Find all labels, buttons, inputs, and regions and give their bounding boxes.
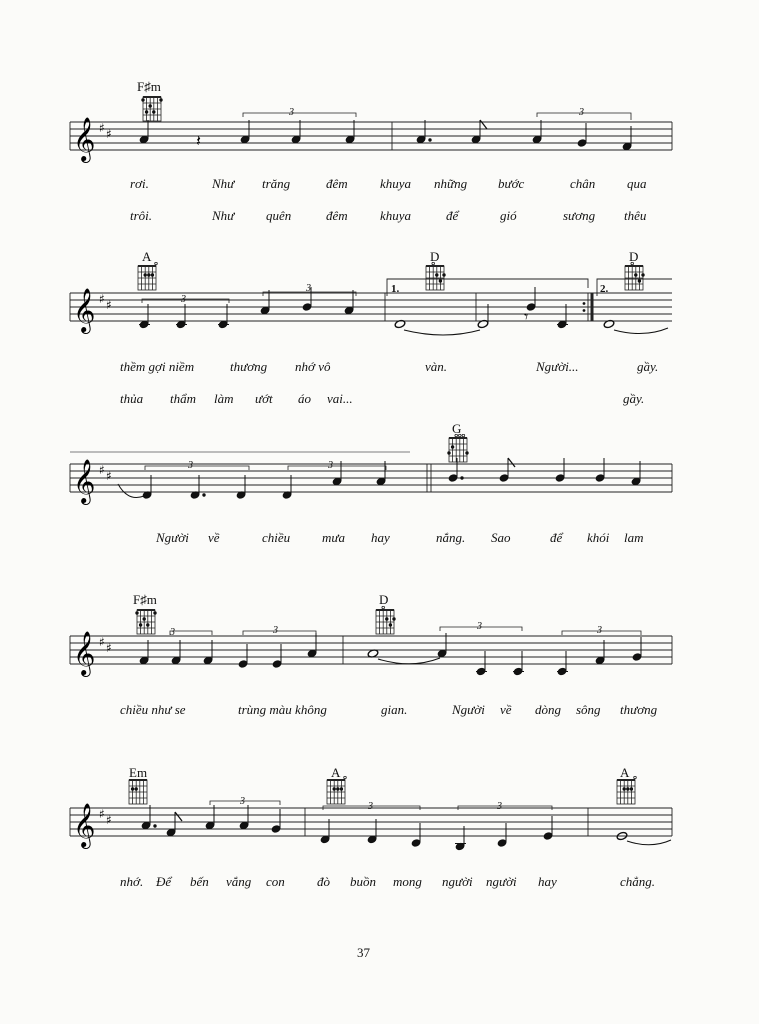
lyric-syllable: qua (627, 176, 647, 191)
lyric-syllable: người (486, 874, 517, 889)
lyric-syllable: nắng. (436, 530, 466, 545)
music-staff (0, 276, 759, 340)
lyric-syllable: đêm (326, 208, 348, 223)
lyric-syllable: chân (570, 176, 596, 191)
music-staff (0, 444, 759, 508)
svg-text:♯: ♯ (106, 127, 112, 141)
triplet-mark: 3 (497, 801, 502, 812)
lyric-syllable: Như (212, 208, 235, 223)
lyric-syllable: chiều như se (120, 702, 186, 717)
lyric-syllable: gió (500, 208, 517, 223)
triplet-mark: 3 (240, 796, 245, 807)
lyric-syllable: chiều (262, 530, 291, 545)
svg-text:♯: ♯ (99, 635, 105, 649)
lyric-syllable: nhớ vô (295, 359, 331, 374)
lyric-syllable: trôi. (130, 208, 153, 223)
chord-symbol: D (379, 592, 389, 607)
svg-text:♯: ♯ (106, 641, 112, 655)
lyric-syllable: khói (587, 530, 610, 545)
lyric-syllable: gầy. (623, 391, 645, 406)
lyric-syllable: con (266, 874, 285, 889)
lyric-syllable: dòng (535, 702, 561, 717)
lyric-syllable: về (500, 702, 512, 717)
lyric-syllable: trăng (262, 176, 291, 191)
lyric-syllable: thương (230, 359, 268, 374)
lyric-syllable: những (434, 176, 468, 191)
lyric-syllable: sương (563, 208, 596, 223)
lyric-syllable: bước (498, 176, 525, 191)
lyric-syllable: bến (190, 874, 209, 889)
volta-bracket-label: 1. (391, 283, 400, 295)
triplet-mark: 3 (289, 107, 294, 118)
lyric-syllable: sông (576, 702, 601, 717)
lyric-syllable: gầy. (637, 359, 659, 374)
svg-text:𝄽: 𝄽 (196, 131, 201, 150)
triplet-mark: 3 (328, 460, 333, 471)
lyric-syllable: khuya (380, 176, 412, 191)
music-staff (0, 616, 759, 680)
lyric-syllable: Người (452, 702, 485, 717)
lyric-syllable: người (442, 874, 473, 889)
lyric-syllable: vắng (226, 874, 252, 889)
triplet-mark: 3 (579, 107, 584, 118)
svg-text:♯: ♯ (106, 813, 112, 827)
triplet-mark: 3 (306, 283, 311, 294)
lyric-syllable: áo (298, 391, 311, 406)
svg-text:𝄞: 𝄞 (73, 288, 96, 332)
lyric-syllable: Sao (491, 530, 511, 545)
svg-text:𝄾: 𝄾 (524, 307, 529, 326)
svg-text:𝄞: 𝄞 (73, 117, 96, 161)
lyric-syllable: để (550, 530, 563, 545)
lyric-syllable: thềm gợi niềm (120, 359, 195, 374)
lyric-syllable: nhớ. (120, 874, 144, 889)
chord-symbol: D (629, 249, 639, 264)
lyric-syllable: buồn (350, 874, 376, 889)
chord-symbol: D (430, 249, 440, 264)
lyric-syllable: mong (393, 874, 422, 889)
lyric-syllable: vai... (327, 391, 353, 406)
triplet-mark: 3 (188, 460, 193, 471)
svg-text:♯: ♯ (99, 121, 105, 135)
triplet-mark: 3 (597, 625, 602, 636)
lyric-syllable: đò (317, 874, 330, 889)
triplet-mark: 3 (181, 294, 186, 305)
lyric-syllable: đêm (326, 176, 348, 191)
lyric-syllable: để (446, 208, 459, 223)
chord-symbol: Em (129, 765, 148, 780)
svg-text:♯: ♯ (99, 807, 105, 821)
triplet-mark: 3 (368, 801, 373, 812)
lyric-syllable: gian. (381, 702, 408, 717)
music-staff (0, 108, 759, 168)
svg-text:♯: ♯ (99, 292, 105, 306)
lyric-syllable: chẳng. (620, 874, 656, 889)
lyric-syllable: quên (266, 208, 292, 223)
chord-symbol: A (331, 765, 341, 780)
music-staff (0, 788, 759, 852)
svg-text:𝄞: 𝄞 (73, 803, 96, 847)
triplet-mark: 3 (170, 627, 175, 638)
lyric-syllable: vàn. (425, 359, 448, 374)
chord-symbol: F♯m (133, 592, 157, 607)
chord-symbol: G (452, 421, 462, 436)
lyric-syllable: thẩm (170, 391, 196, 406)
svg-text:𝄞: 𝄞 (73, 631, 96, 675)
lyric-syllable: Người (156, 530, 189, 545)
lyric-syllable: thủa (120, 391, 144, 406)
svg-text:♯: ♯ (106, 298, 112, 312)
svg-text:♯: ♯ (106, 469, 112, 483)
lyric-syllable: lam (624, 530, 644, 545)
lyric-syllable: khuya (380, 208, 412, 223)
lyric-syllable: thương (620, 702, 658, 717)
lyric-syllable: làm (214, 391, 234, 406)
lyric-syllable: Như (212, 176, 235, 191)
lyric-syllable: thêu (624, 208, 647, 223)
triplet-mark: 3 (273, 625, 278, 636)
page-number: 37 (357, 945, 370, 960)
chord-symbol: F♯m (137, 79, 161, 94)
triplet-mark: 3 (477, 621, 482, 632)
lyric-syllable: Người... (536, 359, 579, 374)
chord-symbol: A (142, 249, 152, 264)
lyric-syllable: rơi. (130, 176, 149, 191)
svg-text:𝄞: 𝄞 (73, 459, 96, 503)
lyric-syllable: Để (156, 874, 172, 889)
lyric-syllable: trùng màu không (238, 702, 327, 717)
volta-bracket-label: 2. (600, 283, 609, 295)
lyric-syllable: hay (538, 874, 557, 889)
lyric-syllable: mưa (322, 530, 345, 545)
svg-text:♯: ♯ (99, 463, 105, 477)
lyric-syllable: ướt (255, 391, 273, 406)
lyric-syllable: về (208, 530, 220, 545)
lyric-syllable: hay (371, 530, 390, 545)
chord-symbol: A (620, 765, 630, 780)
